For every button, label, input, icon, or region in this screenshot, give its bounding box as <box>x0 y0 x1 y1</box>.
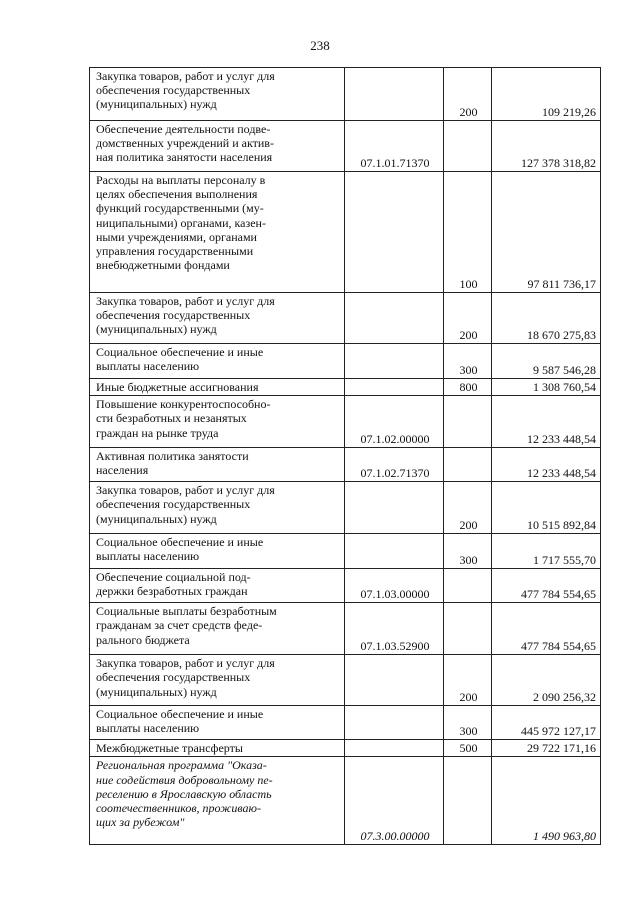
row-code-cell <box>345 68 444 121</box>
row-expense-type-cell: 200 <box>444 655 492 706</box>
row-name-cell: Закупка товаров, работ и услуг для обеспечения государственных (муниципальных) нужд <box>90 655 345 706</box>
row-name-cell: Закупка товаров, работ и услуг для обеспечения государственных (муниципальных) нужд <box>90 68 345 121</box>
row-amount-cell: 12 233 448,54 <box>492 396 601 448</box>
table-row <box>90 655 601 706</box>
row-name-cell: Активная политика занятости населения <box>90 448 345 482</box>
row-expense-type-cell <box>444 757 492 845</box>
row-code-cell: 07.3.00.00000 <box>345 757 444 845</box>
row-name-cell: Региональная программа "Оказа- ние содействия добровольному пе- реселению в Ярославскую область соотечественников, проживаю- щих за рубежом" <box>90 757 345 845</box>
row-amount-cell: 12 233 448,54 <box>492 448 601 482</box>
row-name-cell: Социальное обеспечение и иные выплаты населению <box>90 534 345 569</box>
table-row <box>90 172 601 293</box>
row-name-cell: Закупка товаров, работ и услуг для обеспечения государственных (муниципальных) нужд <box>90 293 345 344</box>
table-row <box>90 706 601 740</box>
row-code-cell <box>345 740 444 757</box>
row-expense-type-cell <box>444 121 492 172</box>
table-row <box>90 121 601 172</box>
row-code-cell <box>345 655 444 706</box>
row-code-cell: 07.1.01.71370 <box>345 121 444 172</box>
table-row <box>90 293 601 344</box>
row-expense-type-cell: 800 <box>444 379 492 396</box>
table-row <box>90 379 601 396</box>
row-amount-cell: 10 515 892,84 <box>492 482 601 534</box>
row-expense-type-cell <box>444 569 492 603</box>
table-row <box>90 757 601 845</box>
row-code-cell <box>345 706 444 740</box>
row-name-cell: Социальное обеспечение и иные выплаты населению <box>90 706 345 740</box>
table-row <box>90 482 601 534</box>
row-amount-cell: 445 972 127,17 <box>492 706 601 740</box>
budget-table-body <box>90 68 601 845</box>
row-code-cell: 07.1.02.71370 <box>345 448 444 482</box>
table-row <box>90 569 601 603</box>
row-name-cell: Закупка товаров, работ и услуг для обеспечения государственных (муниципальных) нужд <box>90 482 345 534</box>
row-expense-type-cell <box>444 396 492 448</box>
row-amount-cell: 127 378 318,82 <box>492 121 601 172</box>
row-expense-type-cell <box>444 603 492 655</box>
row-code-cell <box>345 293 444 344</box>
row-expense-type-cell: 200 <box>444 68 492 121</box>
row-amount-cell: 1 308 760,54 <box>492 379 601 396</box>
row-code-cell <box>345 482 444 534</box>
row-code-cell: 07.1.03.52900 <box>345 603 444 655</box>
row-amount-cell: 18 670 275,83 <box>492 293 601 344</box>
row-name-cell: Социальное обеспечение и иные выплаты населению <box>90 344 345 379</box>
row-code-cell <box>345 172 444 293</box>
row-amount-cell: 109 219,26 <box>492 68 601 121</box>
row-expense-type-cell <box>444 448 492 482</box>
row-code-cell <box>345 534 444 569</box>
row-name-cell: Расходы на выплаты персоналу в целях обеспечения выполнения функций государственными (му- ниципальными) органами, казен- ными учреждениями, органами управления государственными внебюджетными фондами <box>90 172 345 293</box>
table-row <box>90 344 601 379</box>
row-expense-type-cell: 300 <box>444 344 492 379</box>
row-amount-cell: 477 784 554,65 <box>492 569 601 603</box>
row-amount-cell: 97 811 736,17 <box>492 172 601 293</box>
row-name-cell: Обеспечение социальной под- держки безработных граждан <box>90 569 345 603</box>
page-number: 238 <box>310 38 330 53</box>
row-name-cell: Повышение конкурентоспособно- сти безработных и незанятых граждан на рынке труда <box>90 396 345 448</box>
table-row <box>90 448 601 482</box>
row-name-cell: Межбюджетные трансферты <box>90 740 345 757</box>
row-amount-cell: 477 784 554,65 <box>492 603 601 655</box>
row-amount-cell: 29 722 171,16 <box>492 740 601 757</box>
row-amount-cell: 1 490 963,80 <box>492 757 601 845</box>
row-name-cell: Иные бюджетные ассигнования <box>90 379 345 396</box>
row-expense-type-cell: 200 <box>444 293 492 344</box>
table-row <box>90 603 601 655</box>
row-name-cell: Обеспечение деятельности подве- домственных учреждений и актив- ная политика занятости населения <box>90 121 345 172</box>
row-amount-cell: 9 587 546,28 <box>492 344 601 379</box>
table-row <box>90 740 601 757</box>
row-expense-type-cell: 300 <box>444 706 492 740</box>
row-code-cell: 07.1.03.00000 <box>345 569 444 603</box>
row-expense-type-cell: 500 <box>444 740 492 757</box>
row-expense-type-cell: 300 <box>444 534 492 569</box>
table-row <box>90 534 601 569</box>
row-amount-cell: 2 090 256,32 <box>492 655 601 706</box>
budget-table <box>89 67 601 845</box>
row-expense-type-cell: 200 <box>444 482 492 534</box>
row-code-cell <box>345 344 444 379</box>
row-amount-cell: 1 717 555,70 <box>492 534 601 569</box>
table-row <box>90 396 601 448</box>
row-name-cell: Социальные выплаты безработным гражданам за счет средств феде- рального бюджета <box>90 603 345 655</box>
row-code-cell: 07.1.02.00000 <box>345 396 444 448</box>
row-code-cell <box>345 379 444 396</box>
row-expense-type-cell: 100 <box>444 172 492 293</box>
table-row <box>90 68 601 121</box>
